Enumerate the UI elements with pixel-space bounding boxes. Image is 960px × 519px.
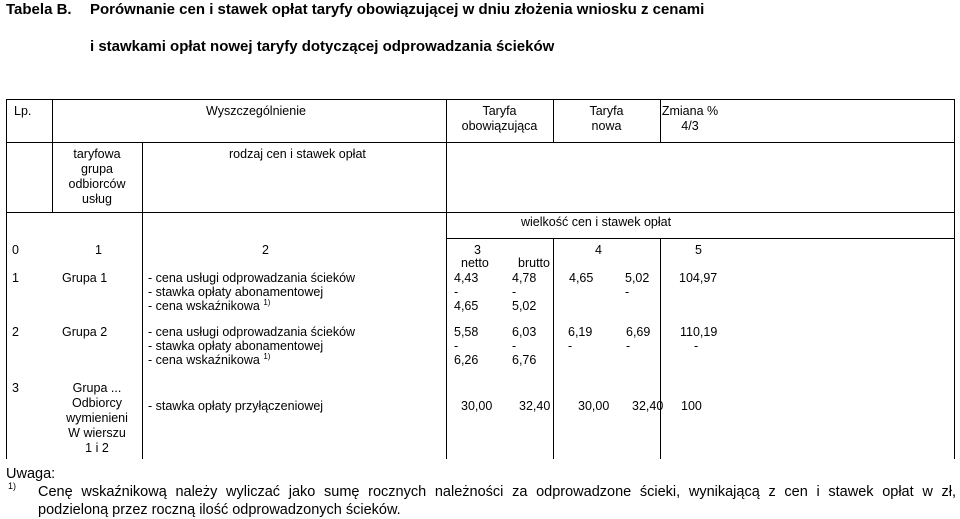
row-item: - cena usługi odprowadzania ścieków: [148, 325, 356, 339]
value-nowa-brutto: -: [625, 285, 630, 299]
value-zmiana: 104,97: [679, 271, 718, 285]
col-netto: netto: [461, 256, 489, 270]
row-lp: 2: [12, 325, 19, 339]
value-obow-brutto: -: [512, 285, 517, 299]
col-brutto: brutto: [518, 256, 550, 270]
row-group: Grupa ... Odbiorcy wymienieni W wierszu 1 i 2: [66, 381, 128, 455]
row-item: - stawka opłaty abonamentowej: [148, 285, 324, 299]
value-zmiana: 100: [681, 399, 702, 413]
row-item: - cena usługi odprowadzania ścieków: [148, 271, 356, 285]
value-nowa-brutto: 6,69: [626, 325, 651, 339]
value-obow-netto: -: [454, 339, 459, 353]
col-number-3: 3: [474, 243, 481, 257]
row-group: Grupa 2: [62, 325, 108, 339]
header-rodzaj: rodzaj cen i stawek opłat: [229, 147, 366, 161]
value-obow-brutto: 4,78: [512, 271, 537, 285]
value-obow-netto: 5,58: [454, 325, 479, 339]
header-taryfa-obowiazujaca: Taryfa obowiązująca: [461, 104, 538, 133]
value-nowa-netto: 4,65: [569, 271, 594, 285]
value-obow-brutto: 5,02: [512, 299, 537, 313]
value-zmiana: 110,19: [680, 325, 718, 339]
col-number-2: 2: [262, 243, 269, 257]
value-zmiana: -: [694, 339, 699, 353]
value-nowa-brutto: 5,02: [625, 271, 650, 285]
header-wyszczegolnienie: Wyszczególnienie: [206, 104, 306, 118]
value-obow-netto: -: [454, 285, 459, 299]
header-grupa: taryfowa grupa odbiorców usług: [68, 147, 126, 206]
header-zmiana: Zmiana % 4/3: [661, 104, 719, 133]
value-obow-brutto: 32,40: [519, 399, 551, 413]
value-obow-brutto: 6,03: [512, 325, 537, 339]
value-obow-brutto: -: [512, 339, 517, 353]
footnote-text-line2: podzieloną przez roczną ilość odprowadzonych ścieków.: [38, 502, 401, 518]
header-lp: Lp.: [14, 104, 32, 118]
row-item-sup: - cena wskaźnikowa $^{1)}$: [148, 297, 271, 313]
row-item-sup: - cena wskaźnikowa $^{1)}$: [148, 351, 271, 367]
row-lp: 1: [12, 271, 19, 285]
notes-heading: Uwaga:: [6, 466, 56, 482]
value-obow-brutto: 6,76: [512, 353, 537, 367]
value-nowa-netto: 6,19: [568, 325, 593, 339]
footnote-text: Cenę wskaźnikową należy wyliczać jako sumę rocznych należności za odprowadzone ścieki, wynikającą z cen i stawek opłat w zł,: [38, 484, 956, 500]
value-nowa-netto: 30,00: [578, 399, 610, 413]
value-obow-netto: 6,26: [454, 353, 479, 367]
value-nowa-brutto: 32,40: [632, 399, 664, 413]
row-lp: 3: [12, 381, 19, 395]
col-number-5: 5: [695, 243, 702, 257]
row-group: Grupa 1: [62, 271, 108, 285]
row-item: - stawka opłaty abonamentowej: [148, 339, 324, 353]
header-taryfa-nowa: Taryfa nowa: [589, 104, 624, 133]
value-nowa-netto: -: [568, 339, 573, 353]
col-number-4: 4: [595, 243, 602, 257]
page-title: Porównanie cen i stawek opłat taryfy obowiązującej w dniu złożenia wniosku z cenami: [90, 1, 705, 18]
footnote-marker: 1): [8, 481, 17, 491]
value-obow-netto: 4,43: [454, 271, 479, 285]
page-title-line2: i stawkami opłat nowej taryfy dotyczącej odprowadzania ścieków: [90, 38, 555, 55]
row-item: - stawka opłaty przyłączeniowej: [148, 399, 324, 413]
table-label: Tabela B.: [6, 1, 72, 18]
col-number-1: 1: [95, 243, 102, 257]
col-number-0: 0: [12, 243, 19, 257]
value-obow-netto: 30,00: [461, 399, 493, 413]
value-nowa-brutto: -: [626, 339, 631, 353]
value-obow-netto: 4,65: [454, 299, 479, 313]
header-wielkosc: wielkość cen i stawek opłat: [521, 215, 672, 229]
